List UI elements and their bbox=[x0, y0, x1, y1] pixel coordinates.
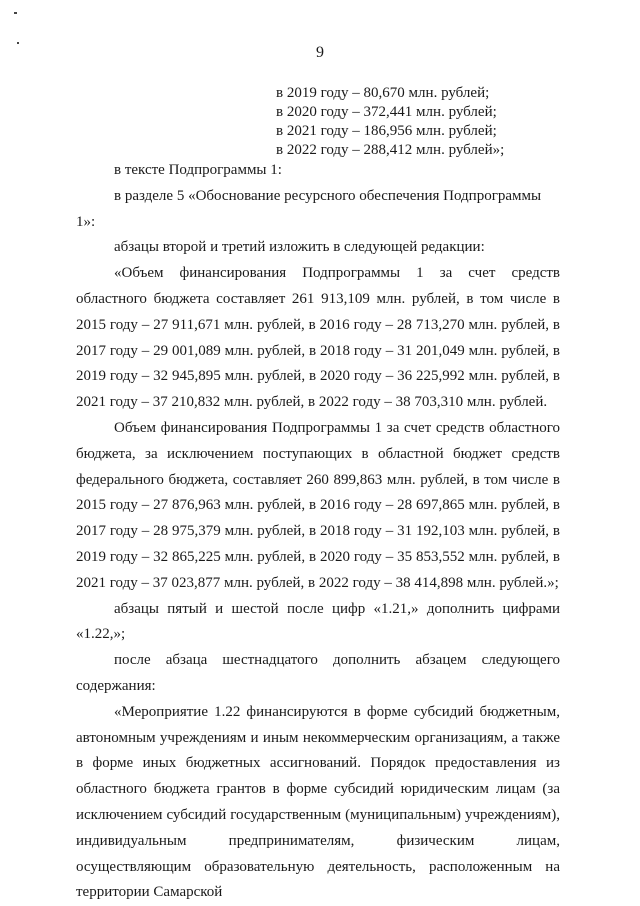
paragraph-funding-regional: «Объем финансирования Подпрограммы 1 за счет средств областного бюджета составляет 261 913,109 млн. рублей, в том числе в 2015 году – 27 911,671 млн. рублей, в 2016 году – 28 713,270 млн. рублей, в 2017 году – 29 001,089 млн. рублей, в 2018 году – 31 201,049 млн. рублей, в 2019 году – 32 945,895 млн. рублей, в 2020 году – 36 225,992 млн. рублей, в 2021 году – 37 210,832 млн. рублей, в 2022 году – 38 703,310 млн. рублей. bbox=[76, 265, 560, 411]
body-text bbox=[76, 158, 560, 906]
paragraph-funding-excluding-federal: Объем финансирования Подпрограммы 1 за счет средств областного бюджета, за исключением поступающих в областной бюджет средств федерального бюджета, составляет 260 899,863 млн. рублей, в том числе в 2015 году – 27 876,963 млн. рублей, в 2016 году – 28 697,865 млн. рублей, в 2017 году – 28 975,379 млн. рублей, в 2018 году – 31 192,103 млн. рублей, в 2019 году – 32 865,225 млн. рублей, в 2020 году – 35 853,552 млн. рублей, в 2021 году – 37 023,877 млн. рублей, в 2022 году – 38 414,898 млн. рублей.»; bbox=[76, 419, 560, 591]
paragraph-replace-instruction: абзацы второй и третий изложить в следующей редакции: bbox=[114, 239, 485, 256]
page-number: 9 bbox=[316, 44, 324, 61]
paragraph-add-after-sixteenth: после абзаца шестнадцатого дополнить абзацем следующего содержания: bbox=[76, 652, 560, 694]
paragraph-subprogram-text: в тексте Подпрограммы 1: bbox=[114, 162, 282, 178]
funding-list-item: в 2019 году – 80,670 млн. рублей; bbox=[276, 85, 490, 101]
paragraph-add-numbers: абзацы пятый и шестой после цифр «1.21,» дополнить цифрами «1.22,»; bbox=[76, 600, 560, 643]
funding-list-item: в 2020 году – 372,441 млн. рублей; bbox=[276, 104, 497, 120]
funding-list-item: в 2021 году – 186,956 млн. рублей; bbox=[276, 123, 497, 139]
funding-list-item: в 2022 году – 288,412 млн. рублей»; bbox=[276, 142, 505, 158]
funding-list bbox=[276, 84, 504, 160]
scan-speck bbox=[14, 12, 17, 14]
paragraph-measure-1-22: «Мероприятие 1.22 финансируются в форме субсидий бюджетным, автономным учреждениям и иным некоммерческим организациям, а также в форме иных бюджетных ассигнований. Порядок предоставления из областного бюджета грантов в форме субсидий юридическим лицам (за исключением субсидий государственным (муниципальным) учреждениям), индивидуальным предпринимателям, физическим лицам, осуществляющим образовательную деятельность, расположенным на территории Самарской bbox=[76, 703, 560, 901]
paragraph-section-5: в разделе 5 «Обоснование ресурсного обеспечения Подпрограммы 1»: bbox=[76, 187, 542, 230]
